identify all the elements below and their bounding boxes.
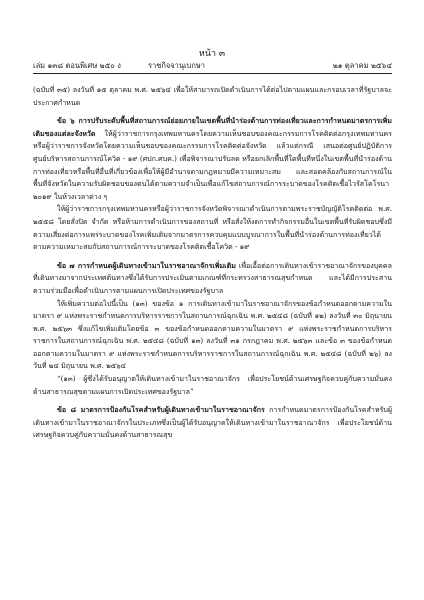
clause-8-heading: ข้อ ๘ มาตรการป้องกันโรคสำหรับผู้เดินทางเข้ามาในราชอาณาจักร (57, 405, 265, 415)
clause-6-paragraph-2: ให้ผู้ว่าราชการกรุงเทพมหานครหรือผู้ว่าราชการจังหวัดพิจารณาดำเนินการตามพระราชบัญญัติโรคติดต่อ พ.ศ. ๒๕๕๘ โดยสั่งปิด จำกัด หรือห้ามการดำเนินการของสถานที่ หรือสั่งให้งดการทำกิจกรรมอื่นในเขตพื้นที่รับผิดชอบซึ่งมีความเสี่ยงต่อการแพร่ระบาดของโรคเพิ่มเติมจากมาตรการควบคุมแบบบูรณาการในพื้นที่นำร่องด้านการท่องเที่ยวได้ตามความเหมาะสมกับสถานการณ์การระบาดของโรคติดเชื้อโควิด - ๑๙ (33, 204, 392, 252)
gazette-date: ๒๑ ตุลาคม ๒๕๖๔ (332, 61, 392, 70)
clause-6 (33, 115, 392, 203)
gazette-title: ราชกิจจานุเบกษา (148, 61, 206, 70)
header-rule (33, 73, 392, 74)
clause-8-text: การกำหนดมาตรการป้องกันโรคสำหรับผู้เดินทางเข้ามาในราชอาณาจักรในประเภทซึ่งเป็นผู้ได้รับอนุญาตให้เดินทางเข้ามาในราชอาณาจักร เพื่อประโยชน์ด้านเศรษฐกิจควบคู่กับความมั่นคงด้านสาธารณสุข (33, 405, 392, 440)
clause-6-heading: ข้อ ๖ การปรับระดับพื้นที่สถานการณ์ย่อยภายในเขตพื้นที่นำร่องด้านการท่องเที่ยวและการกำหนดมาตรการเพิ่มเติมของแต่ละจังหวัด (33, 116, 392, 138)
clause-7-heading: ข้อ ๗ การกำหนดผู้เดินทางเข้ามาในราชอาณาจักรเพิ่มเติม (57, 260, 236, 270)
gazette-header (33, 60, 392, 72)
clause-7 (33, 260, 392, 298)
page-number: หน้า ๓ (198, 49, 226, 59)
document-body (33, 84, 392, 442)
paragraph-continuation: (ฉบับที่ ๓๕) ลงวันที่ ๑๕ ตุลาคม พ.ศ. ๒๕๖๔ เพื่อให้สามารถเปิดดำเนินการได้ต่อไปตามแผนและกรอบเวลาที่รัฐบาลจะประกาศกำหนด (33, 85, 392, 107)
clause-7-quote: “(๑๓) ผู้ซึ่งได้รับอนุญาตให้เดินทางเข้ามาในราชอาณาจักร เพื่อประโยชน์ด้านเศรษฐกิจควบคู่กับความมั่นคงด้านสาธารณสุขตามแผนการเปิดประเทศของรัฐบาล” (33, 374, 392, 396)
clause-6-text: ให้ผู้ว่าราชการกรุงเทพมหานครโดยความเห็นชอบของคณะกรรมการโรคติดต่อกรุงเทพมหานคร หรือผู้ว่าราชการจังหวัดโดยความเห็นชอบของคณะกรรมการโรคติดต่อจังหวัด แล้วแต่กรณี เสนอต่อศูนย์ปฏิบัติการ ศูนย์บริหารสถานการณ์โควิด - ๑๙ (ศปก.ศบค.) เพื่อพิจารณาปรับลด หรือยกเลิกพื้นที่ใดพื้นที่หนึ่งในเขตพื้นที่นำร่องด้านการท่องเที่ยวหรือพื้นที่อื่นที่เกี่ยวข้องเพื่อให้ผู้มีอำนาจตามกฎหมายมีความเหมาะสม และสอดคล้องกับสถานการณ์ในพื้นที่จังหวัดในความรับผิดชอบของตนได้ตามความจำเป็นเพื่อแก้ไขสถานการณ์การระบาดของโรคติดเชื้อไวรัสโคโรนา ๒๐๑๙ ในห้วงเวลาต่าง ๆ (33, 128, 392, 201)
clause-7-paragraph-2: ให้เพิ่มความต่อไปนี้เป็น (๑๓) ของข้อ ๑ การเดินทางเข้ามาในราชอาณาจักรของข้อกำหนดออกตามความในมาตรา ๙ แห่งพระราชกำหนดการบริหารราชการในสถานการณ์ฉุกเฉิน พ.ศ. ๒๕๔๘ (ฉบับที่ ๑๒) ลงวันที่ ๓๐ มิถุนายน พ.ศ. ๒๕๖๓ ซึ่งแก้ไขเพิ่มเติมโดยข้อ ๓ ของข้อกำหนดออกตามความในมาตรา ๙ แห่งพระราชกำหนดการบริหารราชการในสถานการณ์ฉุกเฉิน พ.ศ. ๒๕๔๘ (ฉบับที่ ๑๓) ลงวันที่ ๓๑ กรกฎาคม พ.ศ. ๒๕๖๓ และข้อ ๓ ของข้อกำหนดออกตามความในมาตรา ๙ แห่งพระราชกำหนดการบริหารราชการในสถานการณ์ฉุกเฉิน พ.ศ. ๒๕๔๘ (ฉบับที่ ๒๖) ลงวันที่ ๒๔ มิถุนายน พ.ศ. ๒๕๖๔ (33, 298, 392, 371)
clause-7-text: เพื่อเอื้อต่อการเดินทางเข้าราชอาณาจักรของบุคคลที่เดินทางมาจากประเทศต้นทางซึ่งได้รับการประเมินตามเกณฑ์ที่กระทรวงสาธารณสุขกำหนด และได้มีการประสานความร่วมมือเพื่อดำเนินการตามแผนการเปิดประเทศของรัฐบาล (33, 260, 393, 295)
clause-8 (33, 404, 392, 442)
volume-info: เล่ม ๑๓๘ ตอนพิเศษ ๒๕๐ ง (33, 61, 121, 70)
